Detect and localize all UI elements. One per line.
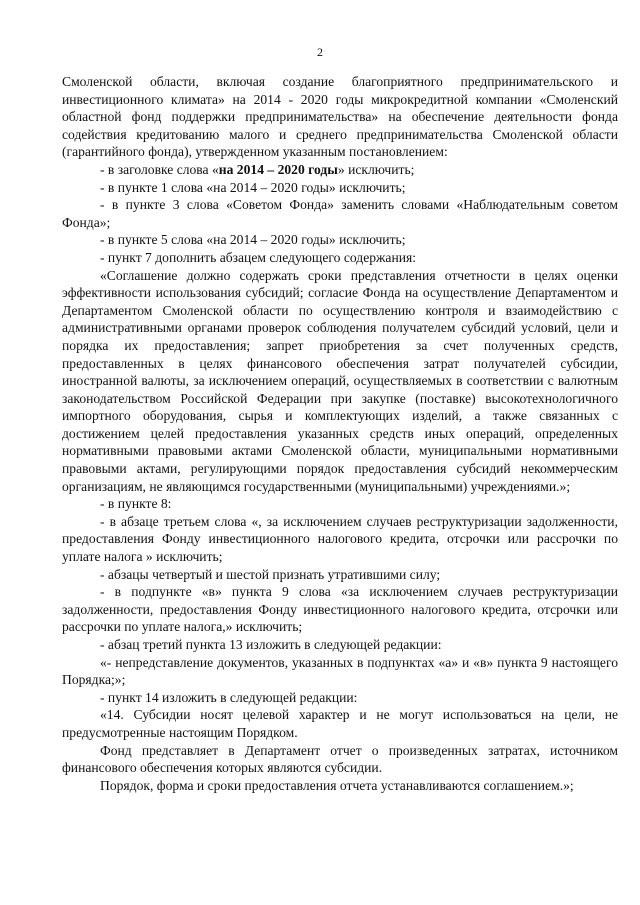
paragraph-item-3: - в пункте 3 слова «Советом Фонда» заменить словами «Наблюдательным советом Фонда»; [62, 197, 618, 230]
paragraph-item-13-quote: «- непредставление документов, указанных в подпунктах «а» и «в» пункта 9 настоящего Порядка;»; [62, 654, 618, 688]
paragraph-item-13: - абзац третий пункта 13 изложить в следующей редакции: [100, 637, 442, 652]
document-body [62, 73, 618, 794]
paragraph-item-14-quote-3: Порядок, форма и сроки предоставления отчета устанавливаются соглашением.»; [100, 777, 574, 793]
paragraph-item-8-para-3: - в абзаце третьем слова «, за исключением случаев реструктуризации задолженности, предоставления Фонду инвестиционного налогового кредита, отсрочки или рассрочки по уплате налога » исключить; [62, 513, 618, 565]
paragraph-item-1: - в пункте 1 слова «на 2014 – 2020 годы» исключить; [100, 179, 406, 195]
paragraph-agreement-quote: «Соглашение должно содержать сроки представления отчетности в целях оценки эффективности использования субсидий; согласие Фонда на осуществление Департаментом и Департаментом Смоленской области по осуществлению контроля и взаимодействию с административными органами проверок соблюдения получателем субсидий условий, цели и порядка их предоставления; запрет приобретения за счет полученных средств, предоставленных в целях финансового обеспечения затрат получателей субсидии, иностранной валюты, за исключением операций, осуществляемых в соответствии с валютным законодательством Российской Федерации при закупке (поставке) высокотехнологичного импортного оборудования, сырья и комплектующих изделий, а также связанных с достижением целей предоставления указанных средств иных операций, определенных нормативными правовыми актами Смоленской области, муниципальными нормативными правовыми актами, регулирующими порядок предоставления субсидий некоммерческим организациям, не являющимся государственными (муниципальными) учреждениями.»; [62, 267, 618, 494]
bold-phrase: на 2014 – 2020 годы [218, 161, 338, 177]
page-number: 2 [317, 45, 323, 59]
paragraph-item-9: - в подпункте «в» пункта 9 слова «за исключением случаев реструктуризации задолженности, предоставления Фонду инвестиционного налогового кредита, отсрочки или рассрочки по уплате налога,» исключить; [62, 584, 618, 635]
paragraph-title-amendment [62, 161, 618, 179]
paragraph-text: » исключить; [337, 161, 415, 177]
paragraph-item-8: - в пункте 8: [100, 496, 172, 512]
paragraph-item-7: - пункт 7 дополнить абзацем следующего содержания: [100, 249, 417, 265]
paragraph-item-8-para-4-6: - абзацы четвертый и шестой признать утратившими силу; [100, 566, 441, 582]
paragraph-item-14-quote-2: Фонд представляет в Департамент отчет о произведенных затратах, источником финансового обеспечения которых являются субсидии. [62, 742, 618, 776]
paragraph-item-5: - в пункте 5 слова «на 2014 – 2020 годы» исключить; [100, 232, 406, 248]
paragraph-item-14: - пункт 14 изложить в следующей редакции: [100, 689, 358, 705]
paragraph-item-14-quote-1: «14. Субсидии носят целевой характер и не могут использоваться на цели, не предусмотренные настоящим Порядком. [62, 707, 618, 740]
paragraph-intro: Смоленской области, включая создание благоприятного предпринимательского и инвестиционного климата» на 2014 - 2020 годы микрокредитной компании «Смоленский областной фонд поддержки предпринимательства» на обеспечение деятельности фонда содействия кредитованию малого и среднего предпринимательства Смоленской области (гарантийного фонда), утвержденном указанным постановлением: [62, 74, 618, 160]
paragraph-text: - в заголовке слова « [100, 161, 219, 177]
